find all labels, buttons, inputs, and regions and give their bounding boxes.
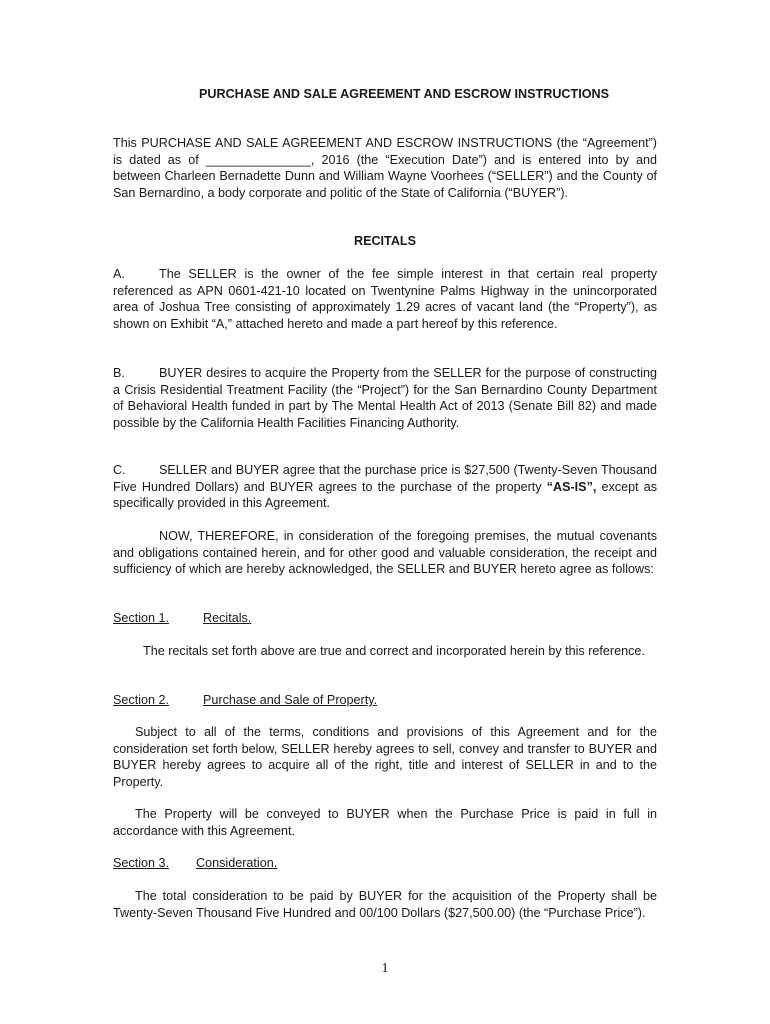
recital-c-as-is: “AS-IS”, <box>546 479 597 494</box>
recital-b <box>113 365 657 431</box>
section-1-heading <box>113 610 251 627</box>
recital-a <box>113 266 657 332</box>
section-3-number: Section 3. <box>113 856 170 870</box>
document-title: PURCHASE AND SALE AGREEMENT AND ESCROW INSTRUCTIONS <box>198 87 609 101</box>
recitals-heading: RECITALS <box>353 234 417 248</box>
section-1-number: Section 1. <box>113 611 170 625</box>
section-2-title: Purchase and Sale of Property. <box>203 693 378 707</box>
now-therefore-paragraph <box>113 528 657 578</box>
recital-a-label: A. <box>113 267 125 281</box>
section-1-title: Recitals. <box>203 611 252 625</box>
section-3-title: Consideration. <box>196 856 278 870</box>
section-1-text: The recitals set forth above are true and correct and incorporated herein by this reference. <box>143 644 645 658</box>
section-2-heading <box>113 692 377 709</box>
section-2-text-1: Subject to all of the terms, conditions and provisions of this Agreement and for the consideration set forth below, SELLER hereby agrees to sell, convey and transfer to BUYER and BUYER hereby agrees to acquire all of the right, title and interest of SELLER in and to the Property. <box>113 725 657 789</box>
section-3-heading <box>113 855 277 872</box>
page-number: 1 <box>381 961 389 976</box>
recital-a-text: The SELLER is the owner of the fee simple interest in that certain real property referenced as APN 0601-421-10 located on Twentynine Palms Highway in the unincorporated area of Joshua Tree consisting of approximately 1.29 acres of vacant land (the “Property”), as shown on Exhibit “A,” attached hereto and made a part hereof by this reference. <box>113 267 657 331</box>
recital-b-text: BUYER desires to acquire the Property from the SELLER for the purpose of constructing a Crisis Residential Treatment Facility (the “Project”) for the San Bernardino County Department of Behavioral Health funded in part by The Mental Health Act of 2013 (Senate Bill 82) and made possible by the California Health Facilities Financing Authority. <box>113 366 657 430</box>
recital-c <box>113 462 657 512</box>
now-therefore-text: NOW, THEREFORE, in consideration of the foregoing premises, the mutual covenants and obligations contained herein, and for other good and valuable consideration, the receipt and sufficiency of which are hereby acknowledged, the SELLER and BUYER hereto agree as follows: <box>113 529 657 576</box>
section-2-text-2: The Property will be conveyed to BUYER when the Purchase Price is paid in full in accordance with this Agreement. <box>113 807 657 838</box>
recital-b-label: B. <box>113 366 125 380</box>
recital-c-text-post: except as specifically provided in this Agreement. <box>113 479 657 510</box>
intro-paragraph: This PURCHASE AND SALE AGREEMENT AND ESCROW INSTRUCTIONS (the “Agreement”) is dated as of _______________, 2016 (the “Execution Date”) and is entered into by and between Charleen Bernadette Dunn and William Wayne Voorhees (“SELLER”) and the County of San Bernardino, a body corporate and politic of the State of California (“BUYER”). <box>113 136 657 200</box>
recital-c-text-pre: SELLER and BUYER agree that the purchase price is $27,500 (Twenty-Seven Thousand Five Hundred Dollars) and BUYER agrees to the purchase of the property <box>113 463 657 494</box>
recital-c-label: C. <box>113 463 126 477</box>
section-3-text: The total consideration to be paid by BUYER for the acquisition of the Property shall be Twenty-Seven Thousand Five Hundred and 00/100 Dollars ($27,500.00) (the “Purchase Price”). <box>113 889 657 920</box>
section-2-number: Section 2. <box>113 693 170 707</box>
